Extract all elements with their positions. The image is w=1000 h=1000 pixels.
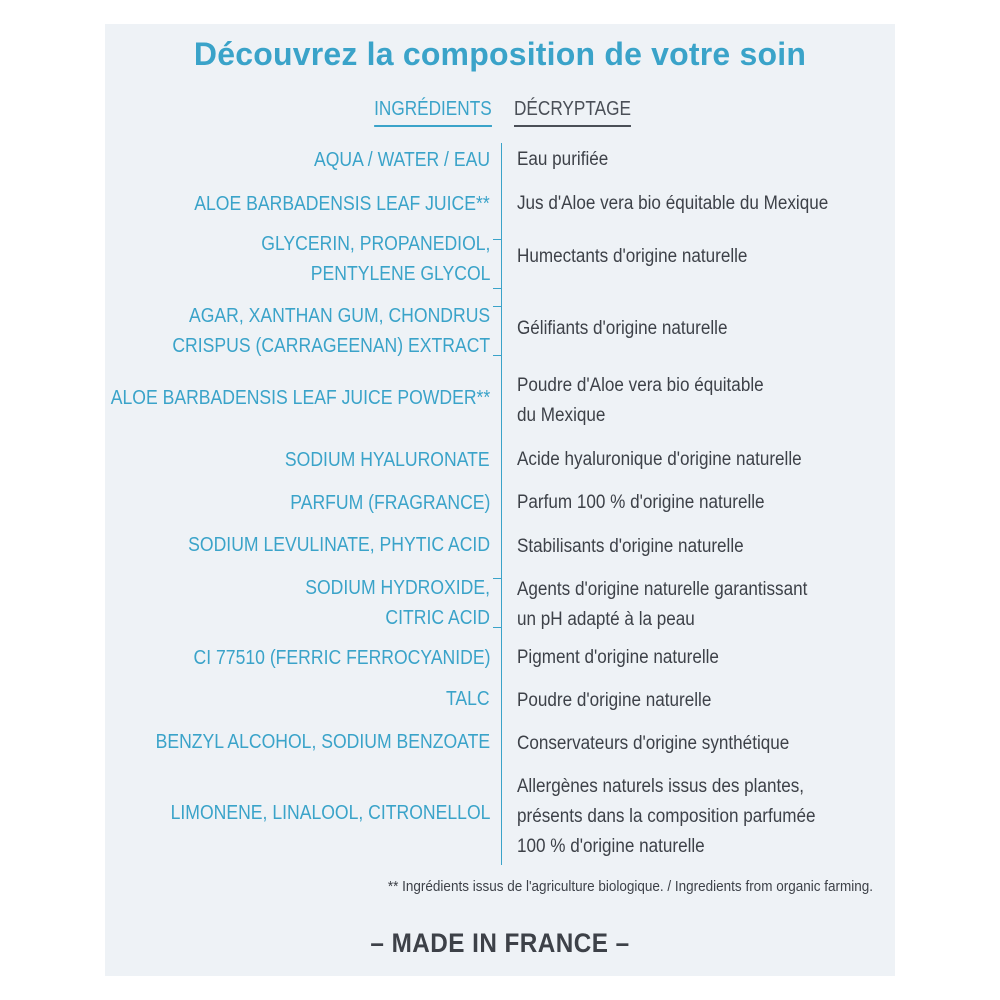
- ingredient-name: LIMONENE, LINALOOL, CITRONELLOL: [170, 802, 490, 824]
- ingredient-name: ALOE BARBADENSIS LEAF JUICE POWDER**: [110, 387, 490, 409]
- ingredient-description: Poudre d'Aloe vera bio équitable du Mexique: [517, 375, 764, 426]
- ingredient-description: Humectants d'origine naturelle: [517, 246, 748, 267]
- ingredient-description: Agents d'origine naturelle garantissant un pH adapté à la peau: [517, 579, 808, 630]
- group-bracket: [493, 306, 502, 356]
- ingredient-description: Stabilisants d'origine naturelle: [517, 536, 744, 557]
- ingredient-name: SODIUM HYALURONATE: [285, 449, 490, 471]
- ingredient-name: BENZYL ALCOHOL, SODIUM BENZOATE: [155, 731, 490, 753]
- ingredient-description: Pigment d'origine naturelle: [517, 647, 719, 668]
- header-ingredients: INGRÉDIENTS: [374, 98, 492, 127]
- ingredient-name: SODIUM LEVULINATE, PHYTIC ACID: [188, 534, 490, 556]
- group-bracket: [493, 578, 502, 628]
- ingredient-description: Gélifiants d'origine naturelle: [517, 318, 728, 339]
- ingredient-name: AGAR, XANTHAN GUM, CHONDRUS CRISPUS (CARRAGEENAN) EXTRACT: [172, 305, 490, 357]
- page-title: Découvrez la composition de votre soin: [193, 36, 807, 72]
- ingredient-description: Allergènes naturels issus des plantes, présents dans la composition parfumée 100 % d'origine naturelle: [517, 776, 816, 857]
- ingredient-name: PARFUM (FRAGRANCE): [289, 492, 490, 514]
- made-in-france: – MADE IN FRANCE –: [370, 928, 630, 958]
- ingredient-name: ALOE BARBADENSIS LEAF JUICE**: [194, 193, 490, 215]
- ingredient-description: Jus d'Aloe vera bio équitable du Mexique: [517, 193, 829, 214]
- ingredient-name: AQUA / WATER / EAU: [313, 149, 490, 171]
- group-bracket: [493, 239, 502, 289]
- ingredient-description: Acide hyaluronique d'origine naturelle: [517, 449, 802, 470]
- ingredient-name: CI 77510 (FERRIC FERROCYANIDE): [193, 647, 490, 669]
- ingredient-name: SODIUM HYDROXIDE, CITRIC ACID: [305, 577, 490, 629]
- ingredient-description: Eau purifiée: [517, 149, 609, 170]
- ingredient-name: TALC: [446, 688, 490, 710]
- ingredient-description: Conservateurs d'origine synthétique: [517, 733, 790, 754]
- ingredient-description: Poudre d'origine naturelle: [517, 690, 712, 711]
- organic-footnote: ** Ingrédients issus de l'agriculture biologique. / Ingredients from organic farming.: [387, 878, 873, 895]
- ingredient-description: Parfum 100 % d'origine naturelle: [517, 492, 765, 513]
- header-decryptage: DÉCRYPTAGE: [514, 98, 631, 127]
- ingredient-name: GLYCERIN, PROPANEDIOL, PENTYLENE GLYCOL: [260, 233, 490, 285]
